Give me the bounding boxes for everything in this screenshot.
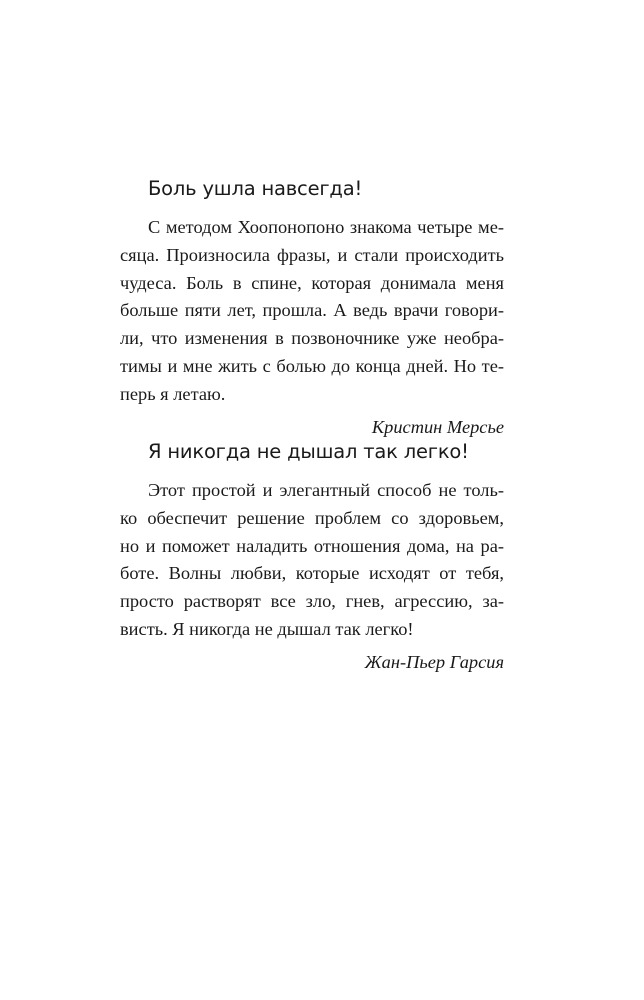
testimonial-heading: Я никогда не дышал так легко! [148,440,469,463]
text-line: ли, что изменения в позвоночнике уже необра- [120,328,504,349]
text-line: больше пяти лет, прошла. А ведь врачи говори- [120,300,504,321]
text-line: ко обеспечит решение проблем со здоровьем, [120,507,504,528]
testimonial-author: Жан-Пьер Гарсия [364,651,504,672]
text-line: висть. Я никогда не дышал так легко! [120,618,414,639]
text-line: сяца. Произносила фразы, и стали происходить [120,244,504,265]
testimonial [120,174,504,441]
testimonial-author: Кристин Мерсье [371,416,504,437]
text-line: перь я летаю. [120,383,226,404]
text-line: Этот простой и элегантный способ не толь- [148,480,504,500]
testimonial [120,437,504,677]
text-line: тимы и мне жить с болью до конца дней. Но те- [120,355,504,376]
testimonial-heading: Боль ушла навсегда! [148,177,363,200]
testimonial-body [120,477,504,644]
text-line: боте. Волны любви, которые исходят от тебя, [120,563,504,584]
testimonial-body [120,214,504,409]
text-line: просто растворят все зло, гнев, агрессию, за- [120,591,504,612]
text-line: чудеса. Боль в спине, которая донимала меня [120,272,504,293]
text-line: но и поможет наладить отношения дома, на ра- [120,535,504,556]
text-line: С методом Хоопонопоно знакома четыре ме- [148,217,504,237]
